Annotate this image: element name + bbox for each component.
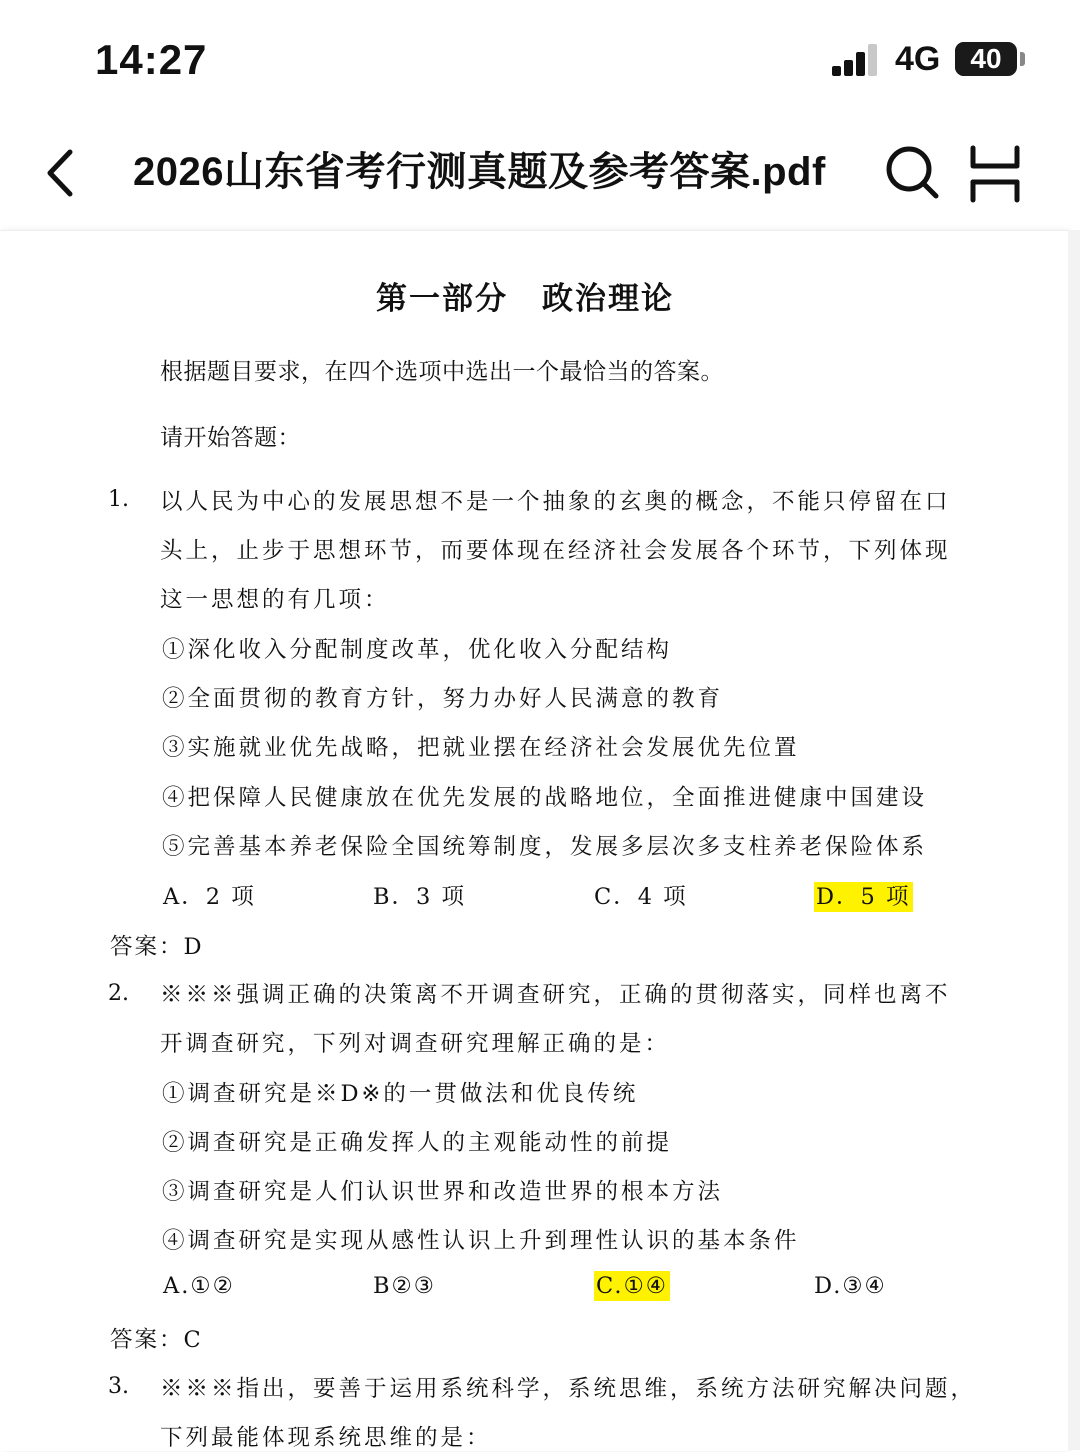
question-item: ①调查研究是※D※的一贯做法和优良传统 bbox=[162, 1081, 639, 1107]
question-stem-line: 开调查研究，下列对调查研究理解正确的是： bbox=[160, 1031, 671, 1057]
start-prompt: 请开始答题： bbox=[160, 425, 301, 451]
search-icon bbox=[882, 142, 942, 202]
pdf-page[interactable] bbox=[0, 230, 1068, 1451]
document-title: 2026山东省考行测真题及参考答案.pdf bbox=[133, 150, 826, 194]
top-nav bbox=[0, 110, 1080, 230]
option-b: B．3 项 bbox=[373, 884, 467, 910]
search-button[interactable] bbox=[882, 142, 942, 202]
instruction-text: 根据题目要求，在四个选项中选出一个最恰当的答案。 bbox=[160, 359, 724, 385]
option-c-highlighted: C.①④ bbox=[596, 1273, 668, 1299]
status-time: 14:27 bbox=[95, 36, 208, 83]
chevron-left-icon bbox=[40, 148, 84, 198]
question-item: ④把保障人民健康放在优先发展的战略地位，全面推进健康中国建设 bbox=[162, 785, 928, 811]
question-number: 3. bbox=[108, 1374, 129, 1399]
back-button[interactable] bbox=[40, 148, 84, 198]
battery-icon bbox=[955, 42, 1017, 76]
option-b: B②③ bbox=[373, 1273, 436, 1299]
battery-cap bbox=[1020, 52, 1025, 66]
question-item: ②调查研究是正确发挥人的主观能动性的前提 bbox=[162, 1130, 673, 1156]
option-d: D.③④ bbox=[814, 1273, 887, 1299]
section-title-subject: 政治理论 bbox=[542, 281, 674, 317]
option-a: A．2 项 bbox=[163, 884, 256, 910]
section-title bbox=[0, 273, 1050, 318]
network-type: 4G bbox=[895, 40, 941, 78]
question-stem-line: 这一思想的有几项： bbox=[160, 587, 390, 613]
question-number: 2. bbox=[108, 981, 129, 1006]
question-item: ②全面贯彻的教育方针，努力办好人民满意的教育 bbox=[162, 686, 724, 712]
question-stem-line: ※※※强调正确的决策离不开调查研究，正确的贯彻落实，同样也离不 bbox=[160, 982, 951, 1008]
question-stem-line: 下列最能体现系统思维的是： bbox=[160, 1425, 492, 1451]
question-item: ⑤完善基本养老保险全国统筹制度，发展多层次多支柱养老保险体系 bbox=[162, 834, 928, 860]
answer-text: 答案：D bbox=[110, 934, 204, 960]
option-a: A.①② bbox=[163, 1273, 235, 1299]
question-stem-line: 头上，止步于思想环节，而要体现在经济社会发展各个环节，下列体现 bbox=[160, 538, 951, 564]
question-number: 1. bbox=[108, 487, 129, 512]
answer-text: 答案：C bbox=[110, 1327, 203, 1353]
question-item: ③实施就业优先战略，把就业摆在经济社会发展优先位置 bbox=[162, 735, 800, 761]
option-d-highlighted: D．5 项 bbox=[816, 884, 911, 910]
scrollbar[interactable] bbox=[1068, 230, 1080, 1450]
question-stem-line: 以人民为中心的发展思想不是一个抽象的玄奥的概念，不能只停留在口 bbox=[160, 489, 951, 515]
menu-button[interactable] bbox=[965, 144, 1025, 204]
question-item: ①深化收入分配制度改革，优化收入分配结构 bbox=[162, 637, 673, 663]
menu-icon bbox=[965, 144, 1025, 204]
question-stem-line: ※※※指出，要善于运用系统科学，系统思维，系统方法研究解决问题， bbox=[160, 1376, 977, 1402]
battery-percent: 40 bbox=[970, 43, 1002, 74]
signal-strength-icon bbox=[832, 44, 882, 76]
question-item: ③调查研究是人们认识世界和改造世界的根本方法 bbox=[162, 1179, 724, 1205]
section-title-part: 第一部分 bbox=[376, 281, 508, 317]
option-c: C．4 项 bbox=[594, 884, 688, 910]
question-item: ④调查研究是实现从感性认识上升到理性认识的基本条件 bbox=[162, 1228, 800, 1254]
status-bar bbox=[0, 0, 1080, 110]
